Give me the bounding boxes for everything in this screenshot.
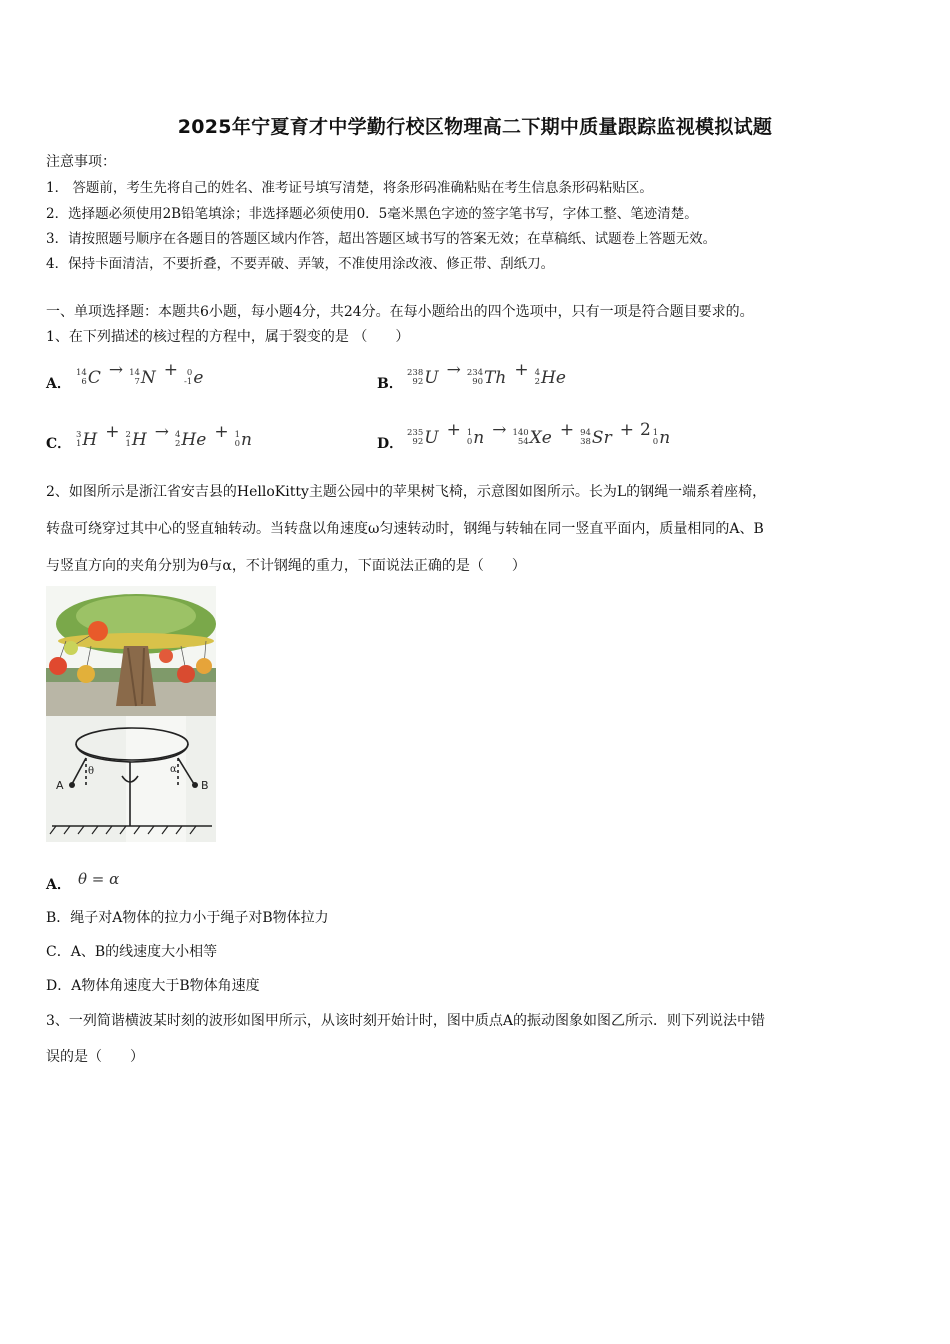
page-title: 2025年宁夏育才中学勤行校区物理高二下期中质量跟踪监视模拟试题 bbox=[177, 116, 773, 138]
q1-option-b[interactable] bbox=[377, 373, 403, 393]
q2-option-a-equation: θ = α bbox=[78, 870, 120, 888]
q1-option-c-label: C． bbox=[46, 436, 72, 452]
q1-option-c-equation: 3 1 H + 2 1 H → 4 2 He + 1 0 n bbox=[76, 422, 252, 450]
q1-option-a[interactable] bbox=[46, 373, 71, 393]
question-2-line-1: 2、如图所示是浙江省安吉县的HelloKitty主题公园中的苹果树飞椅，示意图如图所示。长为L的钢绳一端系着座椅， bbox=[46, 484, 767, 500]
section-heading: 一、单项选择题：本题共6小题，每小题4分，共24分。在每小题给出的四个选项中，只有一项是符合题目要求的。 bbox=[46, 304, 754, 320]
question-2-line-2: 转盘可绕穿过其中心的竖直轴转动。当转盘以角速度ω匀速转动时，钢绳与转轴在同一竖直平面内，质量相同的A、B bbox=[46, 521, 764, 537]
q1-option-a-label: A． bbox=[46, 376, 71, 392]
q2-option-a[interactable] bbox=[46, 874, 71, 894]
q1-option-d[interactable] bbox=[377, 433, 403, 453]
notice-item-4: 4．保持卡面清洁，不要折叠，不要弄破、弄皱，不准使用涂改液、修正带、刮纸刀。 bbox=[46, 256, 555, 272]
sketch-label-alpha: α bbox=[170, 764, 177, 775]
swing-ride-photo bbox=[46, 586, 216, 716]
q1-option-d-label: D． bbox=[377, 436, 404, 452]
q1-option-b-equation: 238 92 U → 234 90 Th + 4 2 He bbox=[407, 360, 566, 388]
question-2-line-3: 与竖直方向的夹角分别为θ与α，不计钢绳的重力，下面说法正确的是（ ） bbox=[46, 558, 526, 574]
notice-item-1: 1． 答题前，考生先将自己的姓名、准考证号填写清楚，将条形码准确粘贴在考生信息条形码粘贴区。 bbox=[46, 180, 653, 196]
question-3-line-1: 3、一列简谐横波某时刻的波形如图甲所示，从该时刻开始计时，图中质点A的振动图象如图乙所示．则下列说法中错 bbox=[46, 1013, 766, 1029]
q1-option-c[interactable] bbox=[46, 433, 71, 453]
sketch-label-a: A bbox=[56, 779, 64, 792]
sketch-label-theta: θ bbox=[88, 766, 95, 777]
q2-option-b[interactable]: B．绳子对A物体的拉力小于绳子对B物体拉力 bbox=[46, 910, 329, 926]
q1-option-d-equation: 235 92 U + 1 0 n → 140 54 Xe + 94 38 Sr + 2 1 0 n bbox=[407, 420, 671, 448]
q1-option-a-equation: 14 6 C → 14 7 N + 0 -1 e bbox=[76, 360, 204, 388]
swing-ride-sketch bbox=[46, 716, 216, 842]
question-3-line-2: 误的是（ ） bbox=[46, 1049, 144, 1065]
notice-item-2: 2．选择题必须使用2B铅笔填涂；非选择题必须使用0．5毫米黑色字迹的签字笔书写，字体工整、笔迹清楚。 bbox=[46, 206, 698, 222]
sketch-label-b: B bbox=[201, 779, 209, 792]
q1-option-b-label: B． bbox=[377, 376, 403, 392]
q2-option-a-label: A． bbox=[46, 877, 71, 893]
notice-heading: 注意事项： bbox=[46, 154, 116, 170]
question-1-stem: 1、在下列描述的核过程的方程中，属于裂变的是 （ ） bbox=[46, 329, 410, 345]
q2-option-d[interactable]: D．A物体角速度大于B物体角速度 bbox=[46, 978, 260, 994]
notice-item-3: 3．请按照题号顺序在各题目的答题区域内作答，超出答题区域书写的答案无效；在草稿纸、试题卷上答题无效。 bbox=[46, 231, 717, 247]
q2-option-c[interactable]: C．A、B的线速度大小相等 bbox=[46, 944, 218, 960]
